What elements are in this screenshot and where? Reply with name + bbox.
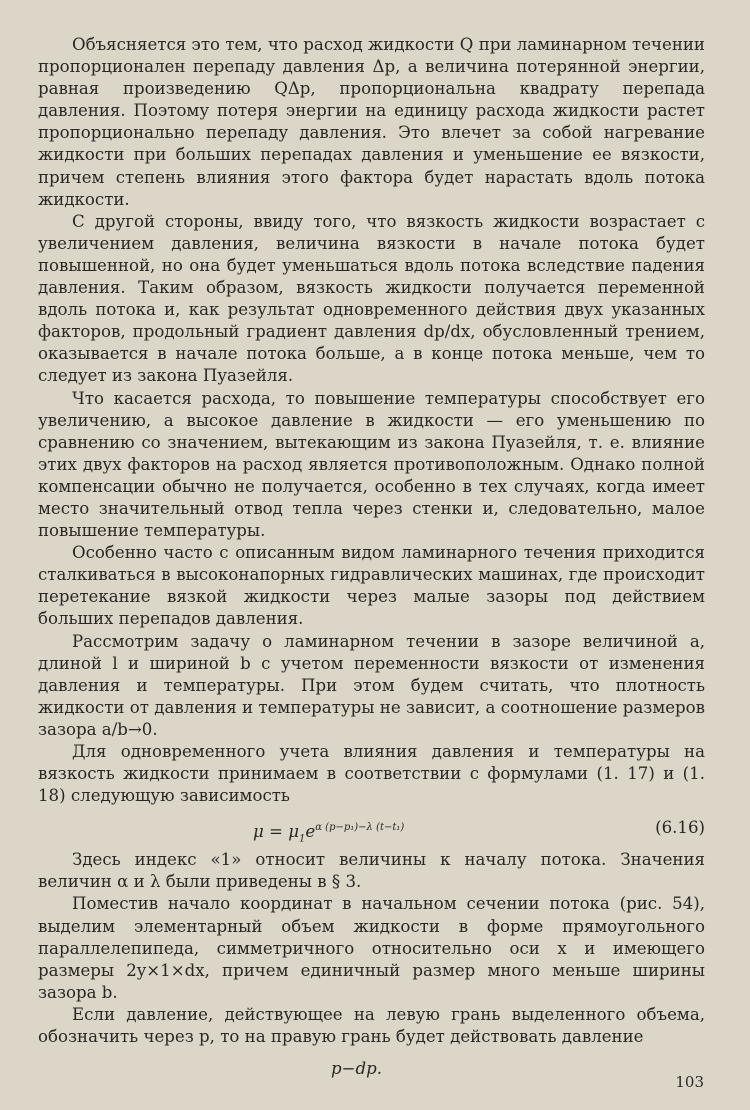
paragraph-1: Объясняется это тем, что расход жидкости Q при ламинарном течении пропорционален перепаду давления Δp, а величина потерянной энергии, равная произведению QΔp, пропорциональна квадрату перепада давления. Поэтому потеря энергии на единицу расхода жидкости растет пропорционально перепаду давления. Это влечет за собой нагревание жидкости при больших перепадах давления и уменьшение ее вязкости, причем степень влияния этого фактора будет нарастать вдоль потока жидкости. (38, 35, 705, 209)
final-expression: p−dp. (330, 1059, 383, 1079)
paragraph-4: Особенно часто с описанным видом ламинарного течения приходится сталкиваться в высоконапорных гидравлических машинах, где происходит перетекание вязкой жидкости через малые зазоры под действием больших перепадов давления. (38, 543, 705, 629)
paragraph-8: Поместив начало координат в начальном сечении потока (рис. 54), выделим элементарный объем жидкости в форме прямоугольного параллелепипеда, симметричного относительно оси x и имеющего размеры 2y×1×dx, причем единичный размер много меньше ширины зазора b. (38, 894, 705, 1002)
paragraph-9: Если давление, действующее на левую грань выделенного объема, обозначить через p, то на правую грань будет действовать давление (38, 1004, 705, 1047)
paragraph-7: Здесь индекс «1» относит величины к началу потока. Значения величин α и λ были приведены в § 3. (38, 850, 705, 892)
formula-subscript: 1 (299, 833, 306, 845)
paragraph-3: Что касается расхода, то повышение температуры способствует его увеличению, а высокое давление в жидкости — его уменьшению по сравнению со значением, вытекающим из закона Пуазейля, т. е. влияние этих двух факторов на расход является противоположным. Однако полной компенсации обычно не получается, особенно в тех случаях, когда имеет место значительный отвод тепла через стенки и, следовательно, малое повышение температуры. (38, 388, 705, 541)
formula-exponent: α (p−p₁)−λ (t−t₁) (315, 822, 405, 834)
body-text (38, 34, 705, 1090)
formula-lhs: μ = μ (253, 822, 300, 842)
formula-expression (253, 807, 404, 860)
paragraph-5: Рассмотрим задачу о ламинарном течении в зазоре величиной a, длиной l и шириной b с учетом переменности вязкости от изменения давления и температуры. При этом будем считать, что плотность жидкости от давления и температуры не зависит, а соотношение размеров зазора a/b→0. (38, 631, 705, 739)
formula-number: (6.16) (655, 818, 705, 838)
formula-6-16 (38, 807, 705, 849)
page-number: 103 (675, 1073, 704, 1091)
paragraph-6: Для одновременного учета влияния давления и температуры на вязкость жидкости принимаем в соответствии с формулами (1. 17) и (1. 18) следующую зависимость (38, 742, 705, 806)
formula-base: e (305, 822, 316, 842)
paragraph-2: С другой стороны, ввиду того, что вязкость жидкости возрастает с увеличением давления, величина вязкости в начале потока будет повышенной, но она будет уменьшаться вдоль потока вследствие падения давления. Таким образом, вязкость жидкости получается переменной вдоль потока и, как результат одновременного действия двух указанных факторов, продольный градиент давления dp/dx, обусловленный трением, оказывается в начале потока больше, а в конце потока меньше, чем то следует из закона Пуазейля. (38, 211, 705, 386)
